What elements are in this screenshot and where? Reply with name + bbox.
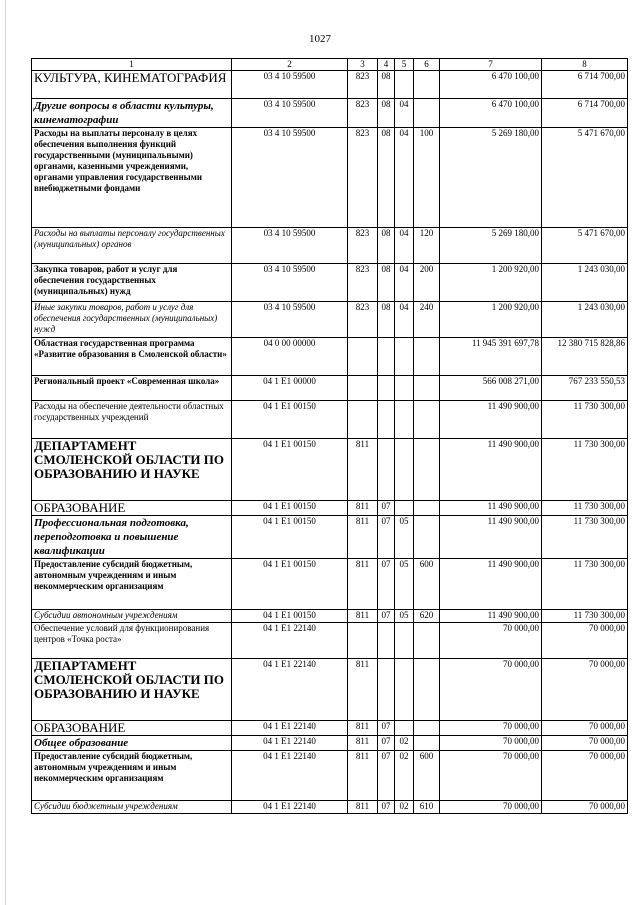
amount-year-1: 70 000,00 xyxy=(440,659,542,721)
admin-code: 811 xyxy=(348,721,378,736)
section-code xyxy=(378,659,395,721)
row-name: Субсидии автономным учреждениям xyxy=(32,610,232,623)
table-row xyxy=(32,71,628,99)
table-row xyxy=(32,264,628,302)
target-article: 04 1 E1 00150 xyxy=(232,516,348,559)
target-article: 04 1 E1 22140 xyxy=(232,736,348,751)
amount-year-1: 11 490 900,00 xyxy=(440,439,542,501)
subsection-code xyxy=(395,376,414,401)
amount-year-2: 70 000,00 xyxy=(542,659,628,721)
amount-year-2: 12 380 715 828,86 xyxy=(542,338,628,376)
section-code: 07 xyxy=(378,751,395,801)
section-code: 07 xyxy=(378,516,395,559)
expense-type xyxy=(414,71,440,99)
target-article: 04 1 E1 00150 xyxy=(232,401,348,439)
amount-year-1: 1 200 920,00 xyxy=(440,302,542,338)
expense-type: 600 xyxy=(414,751,440,801)
expense-type xyxy=(414,516,440,559)
section-code: 07 xyxy=(378,610,395,623)
page-number: 1027 xyxy=(309,33,331,45)
amount-year-2: 11 730 300,00 xyxy=(542,401,628,439)
amount-year-2: 11 730 300,00 xyxy=(542,516,628,559)
subsection-code: 05 xyxy=(395,559,414,610)
amount-year-1: 11 490 900,00 xyxy=(440,401,542,439)
amount-year-2: 767 233 550,53 xyxy=(542,376,628,401)
section-code xyxy=(378,439,395,501)
page-edge-line xyxy=(5,0,6,905)
amount-year-1: 11 490 900,00 xyxy=(440,610,542,623)
row-name: Другие вопросы в области культуры, кинематографии xyxy=(32,99,232,128)
amount-year-2: 6 714 700,00 xyxy=(542,99,628,128)
expense-type: 600 xyxy=(414,559,440,610)
table-row xyxy=(32,659,628,721)
admin-code xyxy=(348,623,378,659)
subsection-code xyxy=(395,721,414,736)
admin-code: 823 xyxy=(348,71,378,99)
table-row xyxy=(32,401,628,439)
table-row xyxy=(32,376,628,401)
row-name: Субсидии бюджетным учреждениям xyxy=(32,801,232,814)
table-row xyxy=(32,623,628,659)
row-name: Общее образование xyxy=(32,736,232,751)
amount-year-1: 70 000,00 xyxy=(440,751,542,801)
target-article: 03 4 10 59500 xyxy=(232,99,348,128)
section-code: 07 xyxy=(378,721,395,736)
section-code: 08 xyxy=(378,128,395,228)
amount-year-1: 5 269 180,00 xyxy=(440,228,542,264)
amount-year-1: 70 000,00 xyxy=(440,721,542,736)
expense-type xyxy=(414,736,440,751)
row-name: Предоставление субсидий бюджетным, автономным учреждениям и иным некоммерческим организациям xyxy=(32,559,232,610)
expense-type: 100 xyxy=(414,128,440,228)
section-code: 07 xyxy=(378,736,395,751)
amount-year-2: 70 000,00 xyxy=(542,736,628,751)
expense-type xyxy=(414,376,440,401)
subsection-code xyxy=(395,338,414,376)
row-name: Обеспечение условий для функционирования центров «Точка роста» xyxy=(32,623,232,659)
admin-code: 811 xyxy=(348,801,378,814)
col-header-6: 6 xyxy=(414,59,440,71)
amount-year-1: 70 000,00 xyxy=(440,623,542,659)
col-header-8: 8 xyxy=(542,59,628,71)
subsection-code: 02 xyxy=(395,736,414,751)
col-header-4: 4 xyxy=(378,59,395,71)
admin-code: 811 xyxy=(348,501,378,516)
amount-year-2: 70 000,00 xyxy=(542,801,628,814)
expense-type: 120 xyxy=(414,228,440,264)
target-article: 04 1 E1 00150 xyxy=(232,501,348,516)
amount-year-1: 11 490 900,00 xyxy=(440,559,542,610)
subsection-code xyxy=(395,501,414,516)
section-code: 08 xyxy=(378,228,395,264)
amount-year-1: 6 470 100,00 xyxy=(440,71,542,99)
amount-year-2: 70 000,00 xyxy=(542,751,628,801)
subsection-code: 05 xyxy=(395,516,414,559)
table-row xyxy=(32,516,628,559)
subsection-code: 04 xyxy=(395,128,414,228)
amount-year-1: 566 008 271,00 xyxy=(440,376,542,401)
admin-code xyxy=(348,376,378,401)
amount-year-2: 6 714 700,00 xyxy=(542,71,628,99)
amount-year-1: 1 200 920,00 xyxy=(440,264,542,302)
amount-year-1: 5 269 180,00 xyxy=(440,128,542,228)
col-header-7: 7 xyxy=(440,59,542,71)
amount-year-2: 11 730 300,00 xyxy=(542,610,628,623)
admin-code: 823 xyxy=(348,302,378,338)
target-article: 04 1 E1 22140 xyxy=(232,721,348,736)
amount-year-1: 11 945 391 697,78 xyxy=(440,338,542,376)
expense-type: 620 xyxy=(414,610,440,623)
admin-code: 811 xyxy=(348,610,378,623)
col-header-1: 1 xyxy=(32,59,232,71)
table-row xyxy=(32,610,628,623)
table-row xyxy=(32,128,628,228)
row-name: ДЕПАРТАМЕНТ СМОЛЕНСКОЙ ОБЛАСТИ ПО ОБРАЗОВАНИЮ И НАУКЕ xyxy=(32,659,232,721)
amount-year-2: 1 243 030,00 xyxy=(542,302,628,338)
expense-type xyxy=(414,623,440,659)
table-row xyxy=(32,302,628,338)
section-code: 08 xyxy=(378,71,395,99)
col-header-2: 2 xyxy=(232,59,348,71)
admin-code xyxy=(348,401,378,439)
table-row xyxy=(32,99,628,128)
subsection-code xyxy=(395,623,414,659)
target-article: 04 1 E1 22140 xyxy=(232,623,348,659)
admin-code: 823 xyxy=(348,128,378,228)
row-name: Расходы на обеспечение деятельности областных государственных учреждений xyxy=(32,401,232,439)
section-code: 07 xyxy=(378,559,395,610)
section-code xyxy=(378,376,395,401)
target-article: 04 1 E1 00150 xyxy=(232,559,348,610)
subsection-code: 04 xyxy=(395,99,414,128)
subsection-code: 02 xyxy=(395,751,414,801)
expense-type xyxy=(414,99,440,128)
target-article: 04 1 E1 00150 xyxy=(232,610,348,623)
section-code xyxy=(378,623,395,659)
amount-year-1: 6 470 100,00 xyxy=(440,99,542,128)
row-name: Закупка товаров, работ и услуг для обеспечения государственных (муниципальных) нужд xyxy=(32,264,232,302)
table-row xyxy=(32,721,628,736)
col-header-3: 3 xyxy=(348,59,378,71)
amount-year-2: 11 730 300,00 xyxy=(542,559,628,610)
row-name: Расходы на выплаты персоналу государственных (муниципальных) органов xyxy=(32,228,232,264)
table-row xyxy=(32,801,628,814)
expense-type xyxy=(414,501,440,516)
target-article: 04 0 00 00000 xyxy=(232,338,348,376)
admin-code: 823 xyxy=(348,228,378,264)
row-name: Иные закупки товаров, работ и услуг для обеспечения государственных (муниципальных) нужд xyxy=(32,302,232,338)
admin-code: 811 xyxy=(348,516,378,559)
target-article: 04 1 E1 22140 xyxy=(232,751,348,801)
section-code: 08 xyxy=(378,302,395,338)
subsection-code xyxy=(395,439,414,501)
target-article: 03 4 10 59500 xyxy=(232,128,348,228)
admin-code xyxy=(348,338,378,376)
target-article: 03 4 10 59500 xyxy=(232,228,348,264)
table-row xyxy=(32,559,628,610)
section-code: 08 xyxy=(378,99,395,128)
subsection-code: 04 xyxy=(395,228,414,264)
amount-year-1: 70 000,00 xyxy=(440,801,542,814)
table-row xyxy=(32,439,628,501)
expense-type: 200 xyxy=(414,264,440,302)
admin-code: 811 xyxy=(348,736,378,751)
row-name: ОБРАЗОВАНИЕ xyxy=(32,721,232,736)
subsection-code: 04 xyxy=(395,302,414,338)
amount-year-2: 11 730 300,00 xyxy=(542,501,628,516)
amount-year-2: 70 000,00 xyxy=(542,721,628,736)
table-row xyxy=(32,736,628,751)
row-name: ДЕПАРТАМЕНТ СМОЛЕНСКОЙ ОБЛАСТИ ПО ОБРАЗОВАНИЮ И НАУКЕ xyxy=(32,439,232,501)
subsection-code: 05 xyxy=(395,610,414,623)
expense-type xyxy=(414,338,440,376)
row-name: Профессиональная подготовка, переподготовка и повышение квалификации xyxy=(32,516,232,559)
amount-year-2: 11 730 300,00 xyxy=(542,439,628,501)
section-code: 07 xyxy=(378,801,395,814)
column-number-row xyxy=(32,59,628,71)
table-row xyxy=(32,338,628,376)
row-name: Областная государственная программа «Развитие образования в Смоленской области» xyxy=(32,338,232,376)
target-article: 03 4 10 59500 xyxy=(232,264,348,302)
admin-code: 811 xyxy=(348,439,378,501)
row-name: Расходы на выплаты персоналу в целях обеспечения выполнения функций государственными (муниципальными) органами, казенными учреждениями, органами управления государственными внебюджетными фондами xyxy=(32,128,232,228)
amount-year-2: 70 000,00 xyxy=(542,623,628,659)
expense-type xyxy=(414,401,440,439)
amount-year-1: 11 490 900,00 xyxy=(440,501,542,516)
target-article: 03 4 10 59500 xyxy=(232,302,348,338)
section-code: 08 xyxy=(378,264,395,302)
expense-type: 610 xyxy=(414,801,440,814)
target-article: 04 1 E1 22140 xyxy=(232,801,348,814)
amount-year-2: 5 471 670,00 xyxy=(542,228,628,264)
row-name: Предоставление субсидий бюджетным, автономным учреждениям и иным некоммерческим организациям xyxy=(32,751,232,801)
target-article: 03 4 10 59500 xyxy=(232,71,348,99)
amount-year-2: 5 471 670,00 xyxy=(542,128,628,228)
admin-code: 823 xyxy=(348,99,378,128)
admin-code: 811 xyxy=(348,559,378,610)
row-name: ОБРАЗОВАНИЕ xyxy=(32,501,232,516)
table-row xyxy=(32,751,628,801)
row-name: Региональный проект «Современная школа» xyxy=(32,376,232,401)
subsection-code xyxy=(395,659,414,721)
amount-year-1: 11 490 900,00 xyxy=(440,516,542,559)
subsection-code: 02 xyxy=(395,801,414,814)
expense-type xyxy=(414,439,440,501)
table-row xyxy=(32,228,628,264)
subsection-code: 04 xyxy=(395,264,414,302)
admin-code: 811 xyxy=(348,659,378,721)
table-row xyxy=(32,501,628,516)
section-code: 07 xyxy=(378,501,395,516)
subsection-code xyxy=(395,71,414,99)
amount-year-1: 70 000,00 xyxy=(440,736,542,751)
section-code xyxy=(378,338,395,376)
expense-type xyxy=(414,721,440,736)
expense-type: 240 xyxy=(414,302,440,338)
subsection-code xyxy=(395,401,414,439)
admin-code: 811 xyxy=(348,751,378,801)
admin-code: 823 xyxy=(348,264,378,302)
section-code xyxy=(378,401,395,439)
target-article: 04 1 E1 00000 xyxy=(232,376,348,401)
expense-type xyxy=(414,659,440,721)
amount-year-2: 1 243 030,00 xyxy=(542,264,628,302)
col-header-5: 5 xyxy=(395,59,414,71)
row-name: КУЛЬТУРА, КИНЕМАТОГРАФИЯ xyxy=(32,71,232,99)
target-article: 04 1 E1 00150 xyxy=(232,439,348,501)
budget-table xyxy=(31,58,628,814)
target-article: 04 1 E1 22140 xyxy=(232,659,348,721)
